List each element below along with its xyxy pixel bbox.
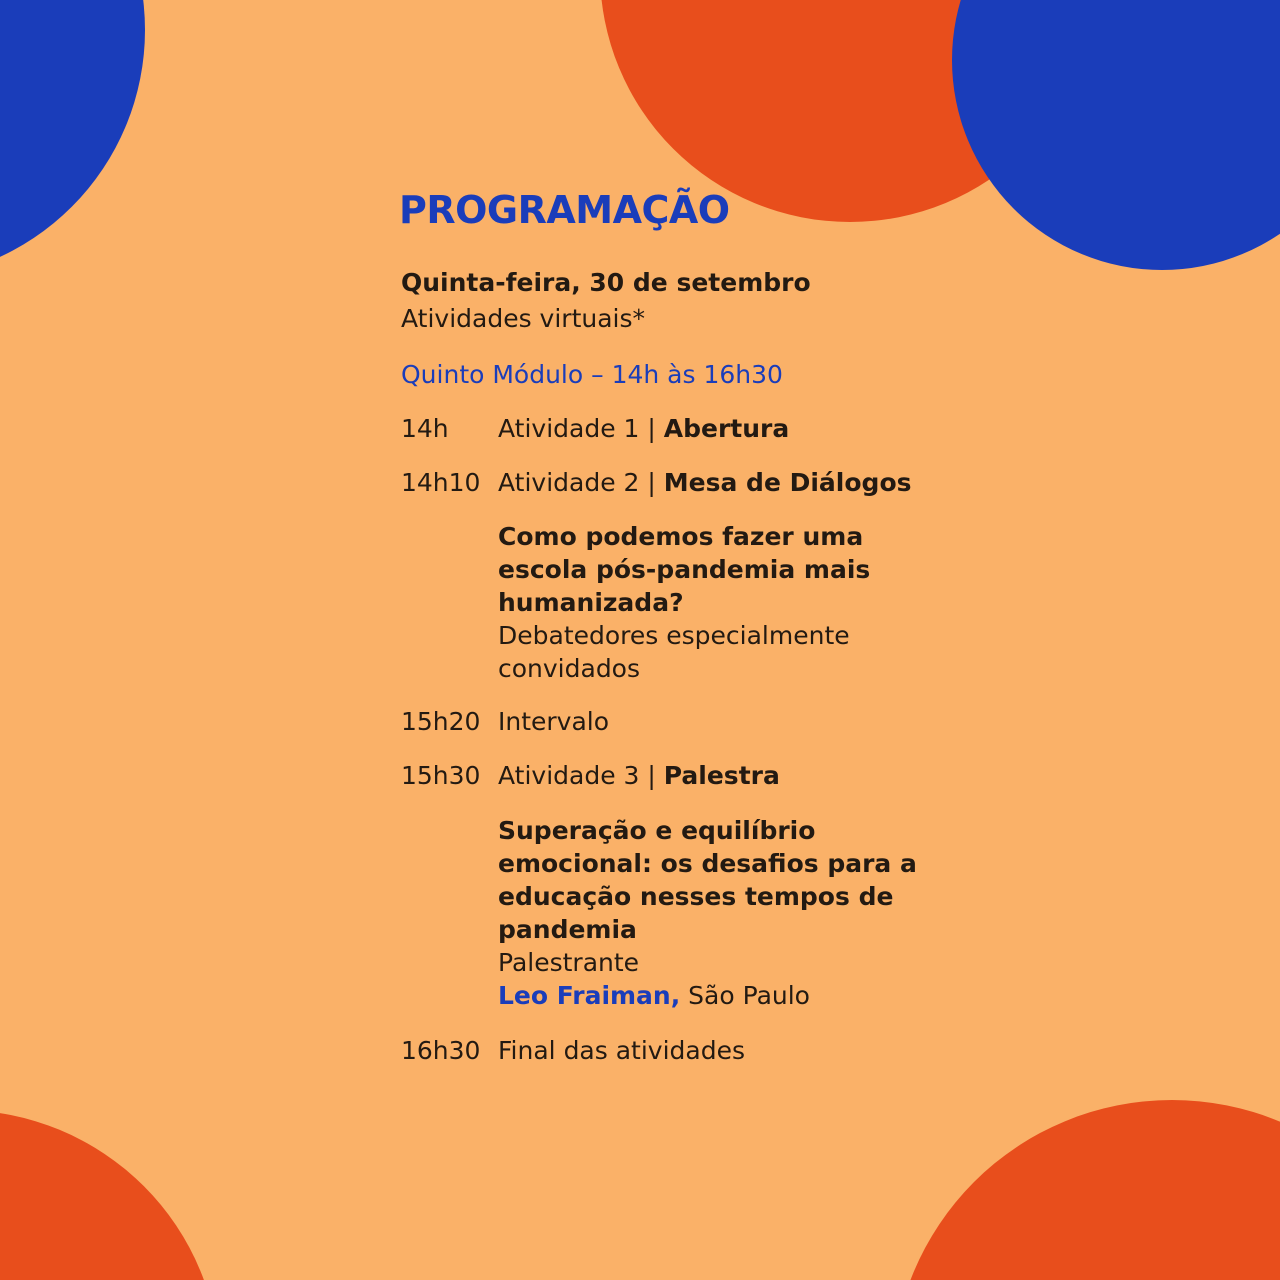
schedule-activity [498, 707, 609, 736]
schedule-time: 14h [401, 414, 449, 443]
mesa-title-line: Como podemos fazer uma [498, 522, 864, 551]
palestra-title-line: educação nesses tempos de [498, 882, 894, 911]
palestra-details [498, 814, 917, 1012]
palestra-title-line: Superação e equilíbrio [498, 816, 816, 845]
event-date: Quinta-feira, 30 de setembro [401, 268, 811, 297]
decorative-circle-top-right [952, 0, 1280, 270]
activity-label: Atividade 2 | [498, 468, 664, 497]
schedule-time: 16h30 [401, 1036, 481, 1065]
decorative-circle-bottom-right [892, 1100, 1280, 1280]
speaker-location: São Paulo [680, 981, 810, 1010]
schedule-time: 15h30 [401, 761, 481, 790]
schedule-activity [498, 468, 912, 497]
module-heading: Quinto Módulo – 14h às 16h30 [401, 360, 783, 389]
schedule-activity [498, 414, 789, 443]
mesa-details [498, 520, 870, 685]
schedule-time: 15h20 [401, 707, 481, 736]
activity-name: Abertura [663, 414, 790, 443]
palestra-title-line: pandemia [498, 915, 637, 944]
activity-label: Final das atividades [498, 1036, 745, 1065]
speaker-name: Leo Fraiman, [498, 981, 681, 1010]
decorative-circle-bottom-left [0, 1110, 220, 1280]
palestra-title-line: emocional: os desafios para a [498, 849, 917, 878]
activity-label: Atividade 3 | [498, 761, 664, 790]
schedule-activity [498, 761, 780, 790]
schedule-activity [498, 1036, 745, 1065]
activity-label: Atividade 1 | [498, 414, 664, 443]
mesa-subtitle-line: Debatedores especialmente [498, 621, 850, 650]
mesa-title-line: humanizada? [498, 588, 684, 617]
decorative-circle-top-left [0, 0, 145, 280]
mesa-title-line: escola pós-pandemia mais [498, 555, 871, 584]
palestra-role: Palestrante [498, 948, 640, 977]
activity-label: Intervalo [498, 707, 610, 736]
palestra-speaker-line [498, 979, 917, 1012]
schedule-time: 14h10 [401, 468, 481, 497]
mesa-subtitle-line: convidados [498, 654, 641, 683]
activity-name: Palestra [663, 761, 780, 790]
page-title: PROGRAMAÇÃO [399, 188, 730, 232]
event-subtitle: Atividades virtuais* [401, 304, 646, 333]
activity-name: Mesa de Diálogos [663, 468, 912, 497]
